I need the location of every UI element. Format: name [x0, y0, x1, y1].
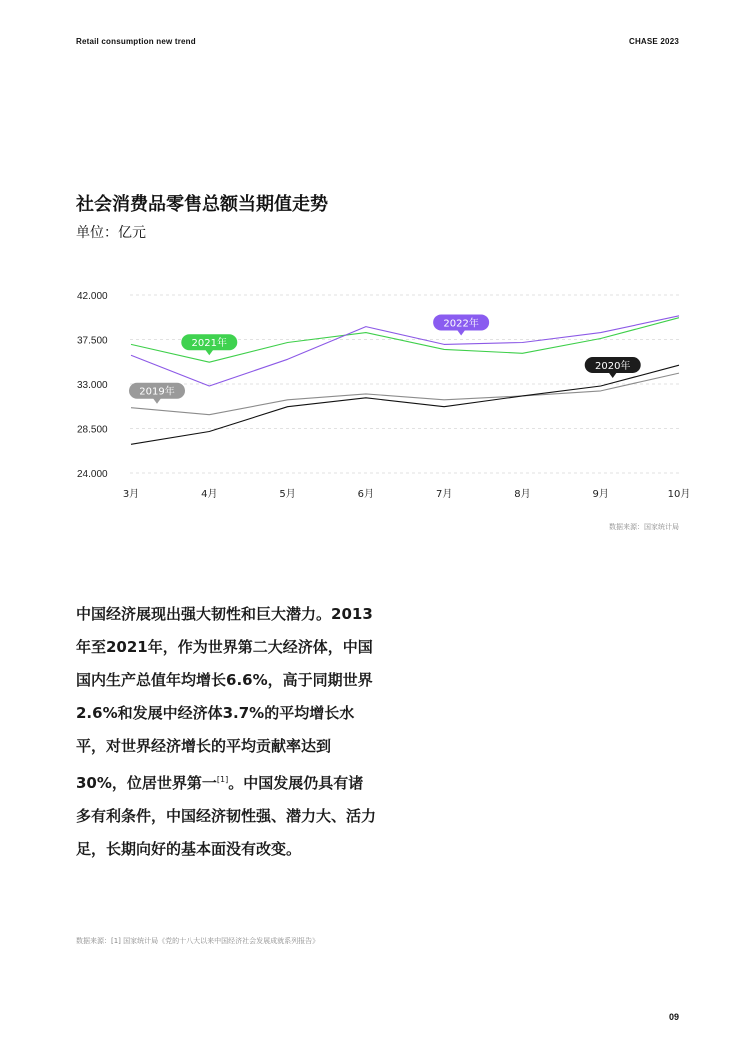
series-tag-label: 2020年 — [594, 360, 631, 372]
footnote: 数据来源：[1] 国家统计局《党的十八大以来中国经济社会发展成就系列报告》 — [76, 937, 320, 945]
grid-lines — [130, 295, 680, 473]
series-tag-pointer — [153, 398, 161, 404]
chart-source: 数据来源：国家统计局 — [609, 523, 679, 531]
series-tag-label: 2021年 — [191, 338, 228, 350]
footnote-ref: [1] — [216, 775, 229, 784]
x-tick-label: 7月 — [435, 489, 453, 500]
y-tick-label: 28.500 — [77, 424, 108, 436]
page-number: 09 — [668, 1012, 679, 1022]
header-left: Retail consumption new trend — [76, 37, 196, 46]
y-axis-labels — [77, 291, 108, 480]
x-tick-label: 9月 — [592, 489, 609, 500]
series-line — [131, 373, 679, 415]
x-tick-label: 10月 — [667, 489, 691, 500]
header-right: CHASE 2023 — [628, 37, 679, 46]
x-tick-label: 4月 — [201, 489, 218, 500]
y-tick-label: 42.000 — [77, 291, 108, 302]
y-tick-label: 24.000 — [77, 469, 108, 480]
series-tag-pointer — [609, 372, 617, 378]
series-tag-pointer — [457, 330, 465, 336]
series-line — [131, 316, 679, 386]
series-tag-label: 2019年 — [139, 386, 175, 398]
x-axis-labels — [123, 488, 691, 500]
body-text — [76, 598, 376, 866]
x-tick-label: 8月 — [514, 489, 531, 500]
unit-label: 单位：亿元 — [76, 225, 146, 241]
series-tag-pointer — [205, 350, 213, 356]
body-text-main: 中国经济展现出强大韧性和巨大潜力。2013年至2021年，作为世界第二大经济体，中国国内生产总值年均增长6.6%，高于同期世界2.6%和发展中经济体3.7%的平均增长水平，对世界经济增长的平均贡献率达到30%，位居世界第一 — [76, 605, 373, 792]
series-line — [131, 365, 679, 444]
chart-title: 社会消费品零售总额当期值走势 — [76, 194, 328, 215]
body-text-end: 。中国发展仍具有诸多有利条件，中国经济韧性强、潜力大、活力足，长期向好的基本面没有改变。 — [76, 774, 377, 858]
x-tick-label: 5月 — [279, 489, 296, 500]
y-tick-label: 37.500 — [77, 335, 108, 347]
x-tick-label: 3月 — [122, 489, 140, 500]
y-tick-label: 33.000 — [77, 380, 108, 391]
x-tick-label: 6月 — [357, 489, 375, 500]
series-tag-label: 2022年 — [443, 318, 479, 330]
